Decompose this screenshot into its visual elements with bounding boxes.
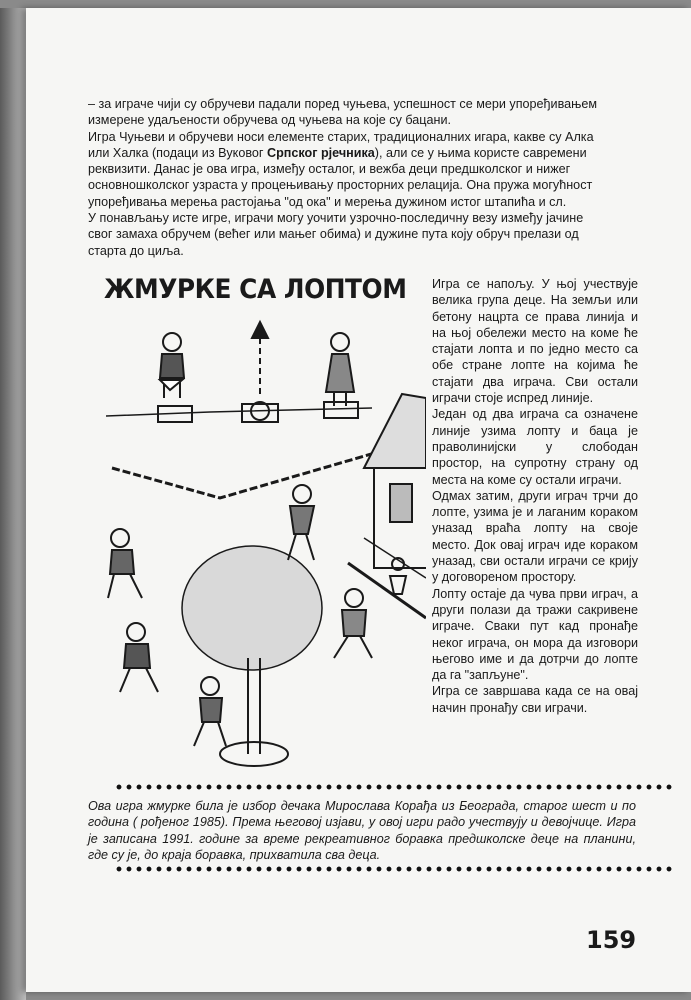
game-paragraph-1: Игра се напољу. У њој учествује велика група деце. На земљи или бетону нацрта се права линија и на њој обележи место на коме ће стајати лопта и по једно место са обе стране лопте на којима ће стајати два играча. Сви остали играчи стоје испред линије. — [432, 277, 638, 406]
drawn-line — [112, 448, 392, 498]
intro-line-4-end: ), али се у њима користе савремени — [374, 145, 587, 160]
intro-line-8: У понављању исте игре, играчи могу уочити узрочно-последичну везу између јачине — [88, 211, 584, 226]
ground-line — [106, 408, 372, 416]
game-paragraph-2: Један од два играча са означене линије узима лопту и баца је праволинијски у слободан простор, на супротну страну од места на коме су остали играчи. — [432, 407, 638, 487]
intro-line-5: реквизити. Данас је ова игра, између осталог, и вежба деци предшколског и нижег — [88, 162, 571, 177]
game-paragraph-3: Одмах затим, други играч трчи до лопте, узима је и лаганим кораком уназад враћа лопту на своје место. Док овај играч иде кораком уназад, сви остали играчи се крију у договореном простору. — [432, 488, 638, 585]
right-spot — [324, 402, 358, 418]
book-spine-shadow — [0, 8, 26, 1000]
intro-bold-term: Српског рјечника — [266, 145, 375, 160]
author-note: Ова игра жмурке била је избор дечака Мирослава Корађа из Београда, старог шест и по година ( рођеног 1985). Према његовој изјави, у овој игри радо учествују и девојчице. Игра је записана 1991. године за време рекреативног боравка предшколске деце на планини, где су је, до краја боравка, прихватила сва деца. — [88, 799, 636, 862]
running-child-3 — [120, 623, 158, 692]
intro-line-7: упоређивања мерења растојања "од ока" и мерења дужином истог штапића и сл. — [88, 194, 567, 209]
intro-line-4-start: или Халка (подаци из Вуковог — [88, 145, 267, 160]
intro-line-4 — [88, 145, 636, 161]
running-child-5 — [194, 677, 226, 746]
page-number: 159 — [586, 926, 637, 954]
girl-figure — [326, 333, 354, 406]
tree-drawing — [182, 546, 322, 766]
section-title: ЖМУРКЕ СА ЛОПТОМ — [104, 274, 407, 305]
game-paragraph-5: Игра се завршава када се на овај начин пронађу сви играчи. — [432, 684, 638, 715]
intro-text — [88, 96, 636, 259]
intro-line-9: свог замаха обручем (већег или мањег обима) и дужине пута коју обруч прелази од — [88, 227, 579, 242]
running-child-1 — [288, 485, 314, 560]
flower-pot — [390, 558, 406, 594]
intro-line-6: основношколског узраста у процењивању просторних релација. Она пружа могућност — [88, 178, 593, 193]
game-paragraph-4: Лопту остаје да чува први играч, а други полази да тражи сакривене играче. Сваки пут кад пронађе неког играча, он мора да изговори његово име и да дотрчи до лопте да га "запљуне". — [432, 586, 638, 683]
boy-figure — [160, 333, 184, 398]
house-drawing — [348, 394, 426, 618]
arrow-head — [252, 322, 268, 338]
intro-line-2: измерене удаљености обручева од чуњева на које су бацани. — [88, 113, 451, 128]
intro-line-10: старта до циља. — [88, 243, 184, 258]
book-page — [26, 8, 691, 992]
running-child-2 — [108, 529, 142, 598]
game-description — [432, 276, 638, 716]
running-child-4 — [334, 589, 372, 658]
dotted-divider-top — [114, 784, 674, 790]
game-illustration — [102, 308, 426, 778]
intro-line-1: – за играче чији су обручеви падали поред чуњева, успешност се мери упоређивањем — [88, 97, 598, 111]
dotted-divider-bottom — [114, 866, 674, 872]
intro-line-3: Игра Чуњеви и обручеви носи елементе старих, традиционалних игара, какве су Алка — [88, 129, 594, 144]
